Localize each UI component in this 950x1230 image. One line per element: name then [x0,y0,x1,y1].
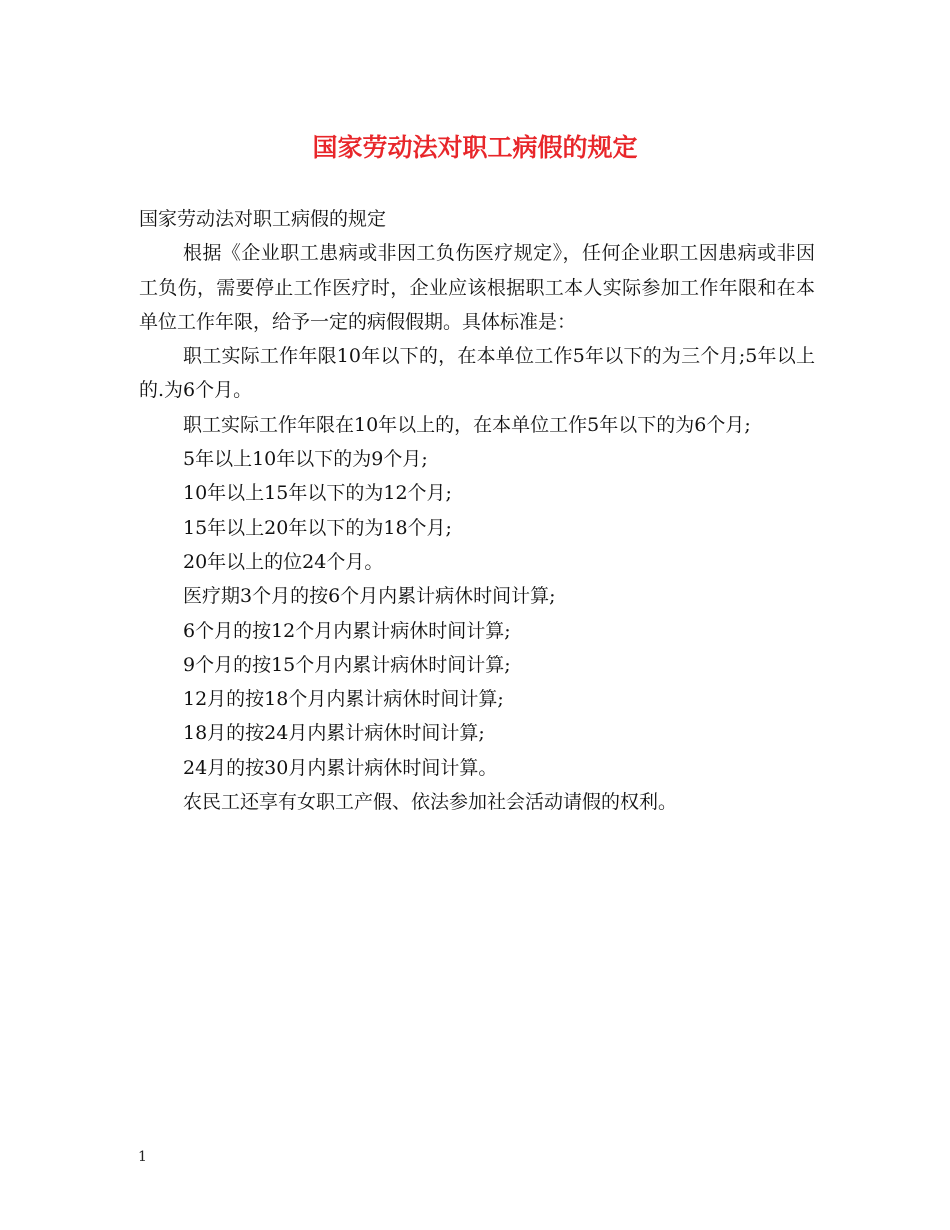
paragraph: 5年以上10年以下的为9个月; [183,448,428,471]
paragraph: 24月的按30月内累计病休时间计算。 [183,756,498,779]
paragraph: 医疗期3个月的按6个月内累计病休时间计算; [183,585,556,608]
document-body [139,202,815,819]
paragraph: 农民工还享有女职工产假、依法参加社会活动请假的权利。 [183,791,678,814]
paragraph: 6个月的按12个月内累计病休时间计算; [183,619,511,642]
paragraph: 18月的按24月内累计病休时间计算; [183,722,485,745]
paragraph: 职工实际工作年限10年以下的，在本单位工作5年以下的为三个月;5年以上的.为6个月。 [139,345,815,402]
document-subtitle: 国家劳动法对职工病假的规定 [139,208,387,230]
paragraph: 职工实际工作年限在10年以上的，在本单位工作5年以下的为6个月; [183,413,751,436]
paragraph: 20年以上的位24个月。 [183,550,384,573]
paragraph: 12月的按18个月内累计病休时间计算; [183,688,504,711]
paragraph: 15年以上20年以下的为18个月; [183,516,452,539]
page-number: 1 [138,1149,147,1165]
paragraph: 10年以上15年以下的为12个月; [183,482,452,505]
paragraph: 9个月的按15个月内累计病休时间计算; [183,653,511,676]
paragraph: 根据《企业职工患病或非因工负伤医疗规定》，任何企业职工因患病或非因工负伤，需要停止工作医疗时，企业应该根据职工本人实际参加工作年限和在本单位工作年限，给予一定的病假假期。具体标准是： [139,242,815,333]
document-title: 国家劳动法对职工病假的规定 [312,133,638,162]
